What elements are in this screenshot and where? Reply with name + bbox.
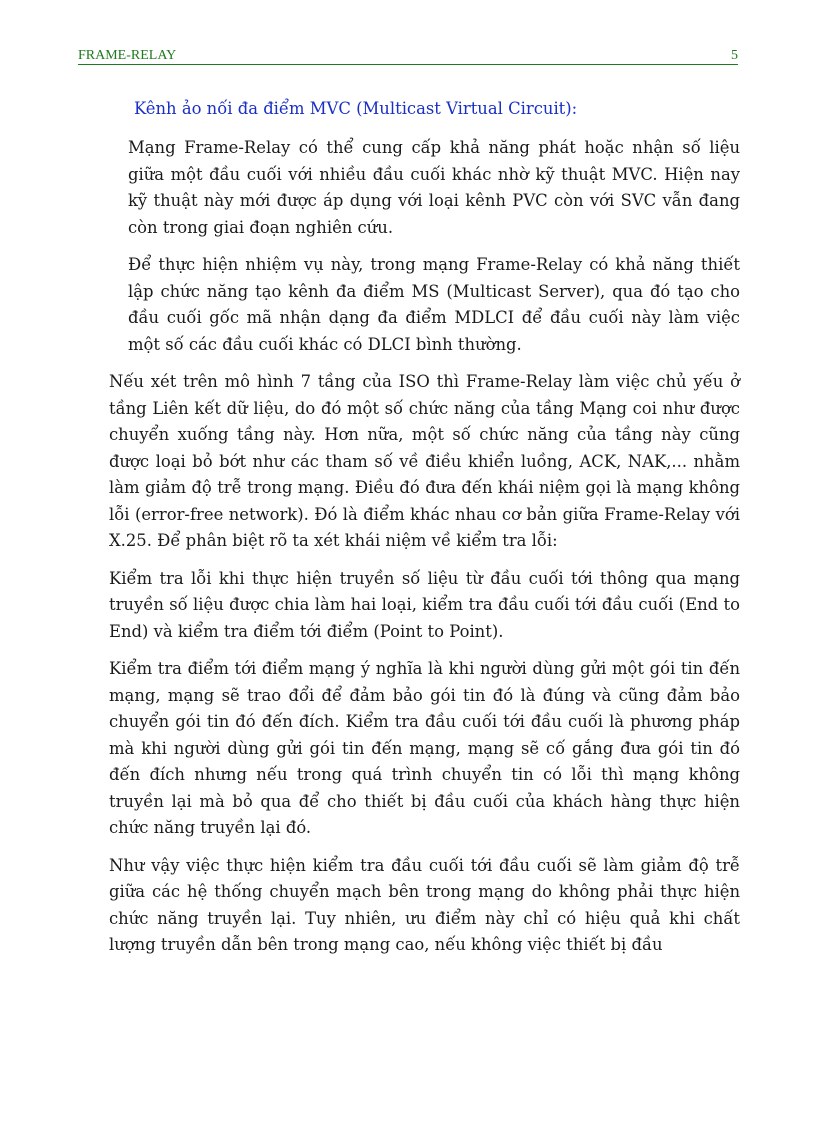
paragraph-multicast-server: Để thực hiện nhiệm vụ này, trong mạng Frame-Relay có khả năng thiết lập chức năng tạo kênh đa điểm MS (Multicast Server), qua đó tạo cho đầu cuối gốc mã nhận dạng đa điểm MDLCI để đầu cuối này làm việc một số các đầu cuối khác có DLCI bình thường. (128, 255, 740, 354)
paragraph-iso-model: Nếu xét trên mô hình 7 tầng của ISO thì Frame-Relay làm việc chủ yếu ở tầng Liên kết dữ liệu, do đó một số chức năng của tầng Mạng coi như được chuyển xuống tầng này. Hơn nữa, một số chức năng của tầng này cũng được loại bỏ bớt như các tham số về điều khiển luồng, ACK, NAK,... nhằm làm giảm độ trễ trong mạng. Điều đó đưa đến khái niệm gọi là mạng không lỗi (error-free network). Đó là điểm khác nhau cơ bản giữa Frame-Relay với X.25. Để phân biệt rõ ta xét khái niệm về kiểm tra lỗi: (109, 372, 740, 550)
section-subheading: Kênh ảo nối đa điểm MVC (Multicast Virtual Circuit): (134, 99, 578, 118)
page-header (78, 48, 738, 65)
paragraph-point-to-point: Kiểm tra điểm tới điểm mạng ý nghĩa là khi người dùng gửi một gói tin đến mạng, mạng sẽ trao đổi để đảm bảo gói tin đó là đúng và cũng đảm bảo chuyển gói tin đó đến đích. Kiểm tra đầu cuối tới đầu cuối là phương pháp mà khi người dùng gửi gói tin đến mạng, mạng sẽ cố gắng đưa gói tin đó đến đích nhưng nếu trong quá trình chuyển tin có lỗi thì mạng không truyền lại mà bỏ qua để cho thiết bị đầu cuối của khách hàng thực hiện chức năng truyền lại đó. (109, 659, 740, 837)
paragraph-end-to-end: Như vậy việc thực hiện kiểm tra đầu cuối tới đầu cuối sẽ làm giảm độ trễ giữa các hệ thống chuyển mạch bên trong mạng do không phải thực hiện chức năng truyền lại. Tuy nhiên, ưu điểm này chỉ có hiệu quả khi chất lượng truyền dẫn bên trong mạng cao, nếu không việc thiết bị đầu (109, 855, 740, 954)
paragraph-mvc-intro: Mạng Frame-Relay có thể cung cấp khả năng phát hoặc nhận số liệu giữa một đầu cuối với nhiều đầu cuối khác nhờ kỹ thuật MVC. Hiện nay kỹ thuật này mới được áp dụng với loại kênh PVC còn với SVC vẫn đang còn trong giai đoạn nghiên cứu. (128, 138, 740, 237)
paragraph-error-check-types: Kiểm tra lỗi khi thực hiện truyền số liệu từ đầu cuối tới thông qua mạng truyền số liệu được chia làm hai loại, kiểm tra đầu cuối tới đầu cuối (End to End) và kiểm tra điểm tới điểm (Point to Point). (109, 568, 740, 641)
document-body (110, 95, 740, 959)
running-title: FRAME-RELAY (78, 48, 177, 63)
page-number: 5 (731, 48, 738, 63)
